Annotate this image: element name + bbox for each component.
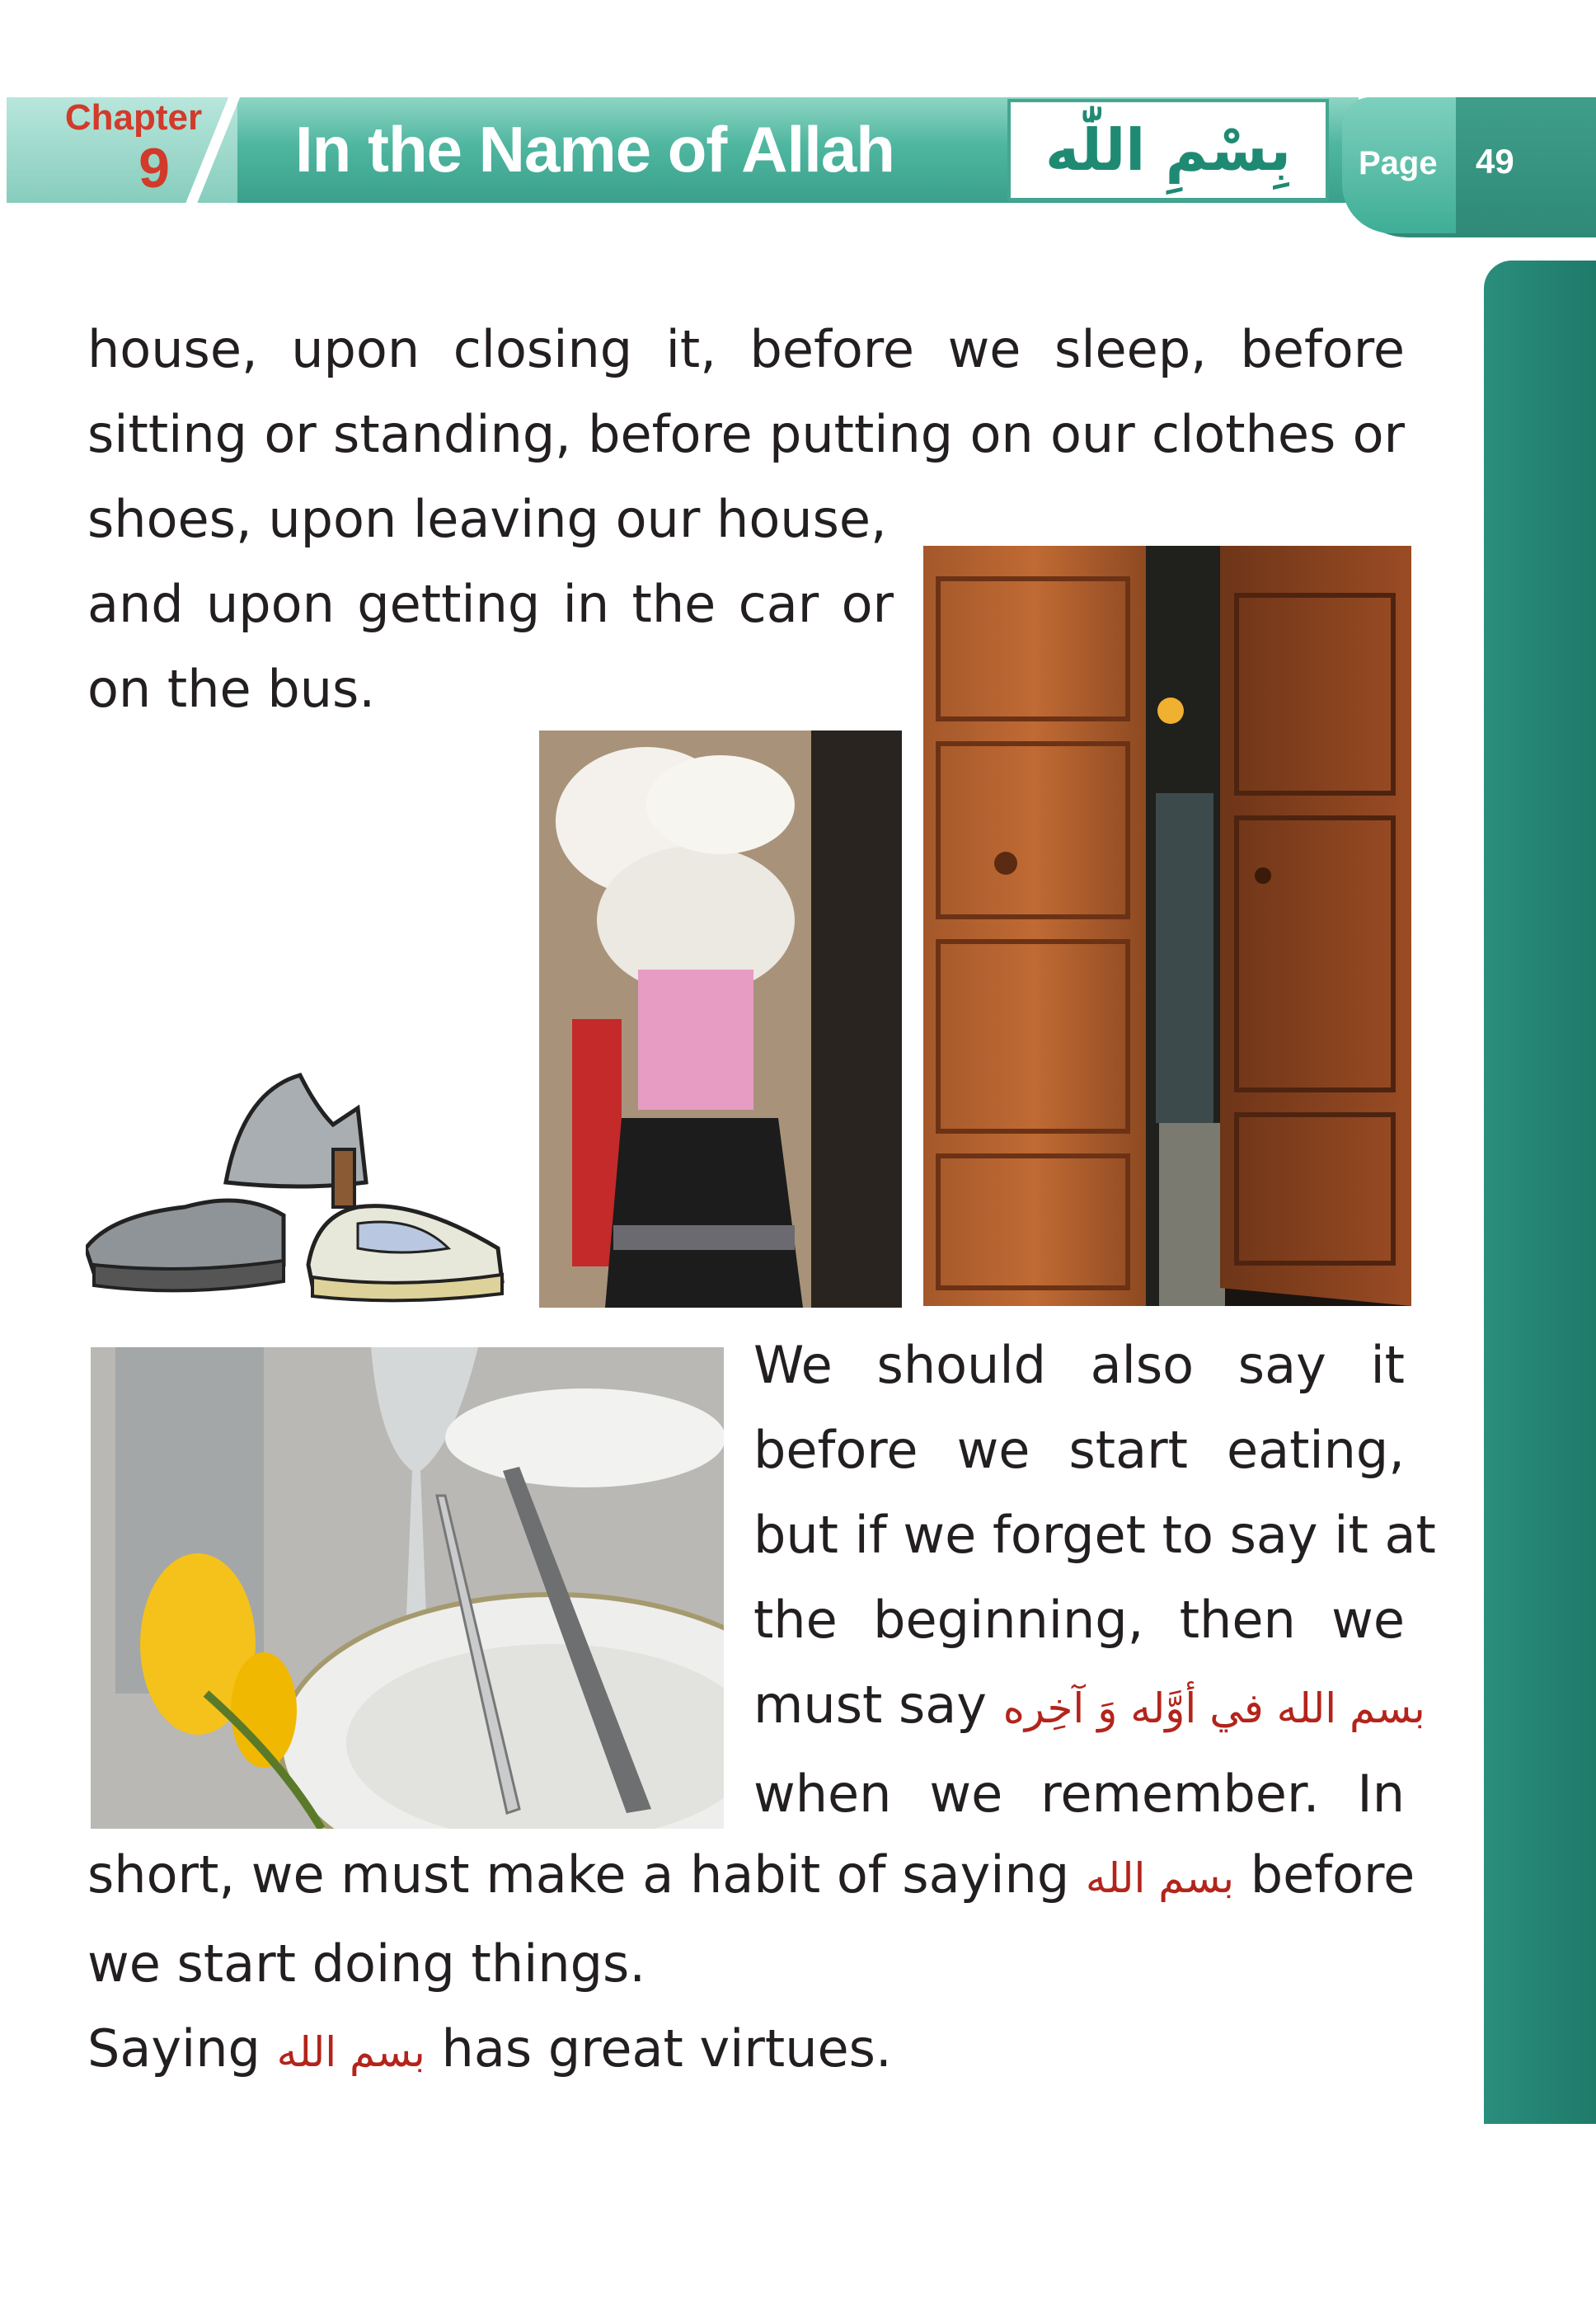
text-line: but if we forget to say it at (753, 1505, 1436, 1565)
page-number: 49 (1476, 142, 1514, 181)
clothes-rack-photo (539, 731, 902, 1308)
text-segment: must say (753, 1675, 987, 1735)
paragraph-2-full (87, 1832, 1415, 2095)
text-line: before we start eating, (753, 1420, 1405, 1480)
paragraph-2-side (753, 1322, 1436, 1836)
arabic-title-box (1007, 99, 1329, 201)
chapter-title: In the Name of Allah (295, 113, 894, 186)
paragraph-1-top (87, 307, 1405, 477)
text-line: and upon getting in the car or (87, 574, 894, 634)
text-segment: short, we must make a habit of saying (87, 1844, 1070, 1905)
text-line: when we remember. In (753, 1764, 1405, 1824)
table-setting-photo (91, 1347, 724, 1829)
text-segment: Saying (87, 2018, 261, 2079)
open-door-photo (923, 546, 1411, 1306)
shoes-drawing (86, 1059, 514, 1314)
text-line: sitting or standing, before putting on our clothes or (87, 404, 1405, 464)
text-line: we start doing things. (87, 1933, 646, 1994)
text-segment: has great virtues. (441, 2018, 892, 2079)
text-line: shoes, upon leaving our house, (87, 489, 887, 549)
clothes-illustration (539, 731, 902, 1308)
door-illustration (923, 546, 1411, 1306)
page-label: Page (1359, 145, 1438, 181)
text-line: on the bus. (87, 659, 376, 719)
text-line-with-arabic (87, 1832, 1415, 1921)
text-line-with-arabic (87, 2006, 1405, 2095)
text-segment: before (1250, 1844, 1415, 1905)
arabic-title: بِسْمِ اللّٰه (1044, 116, 1292, 184)
text-line: We should also say it (753, 1335, 1405, 1395)
text-line: the beginning, then we (753, 1590, 1405, 1650)
arabic-phrase: بسم الله (276, 2028, 425, 2076)
side-bar (1484, 261, 1596, 2124)
shoes-illustration (86, 1059, 514, 1314)
text-line-with-arabic (753, 1662, 1425, 1751)
arabic-phrase: بسم الله في أوَّله وَ آخِره (1002, 1684, 1425, 1732)
paragraph-1-bottom (87, 477, 894, 731)
table-setting-illustration (91, 1347, 724, 1829)
arabic-phrase: بسم الله (1085, 1854, 1235, 1902)
text-line: house, upon closing it, before we sleep, before (87, 319, 1405, 379)
chapter-label: Chapter (64, 97, 203, 138)
chapter-number: 9 (138, 137, 170, 200)
